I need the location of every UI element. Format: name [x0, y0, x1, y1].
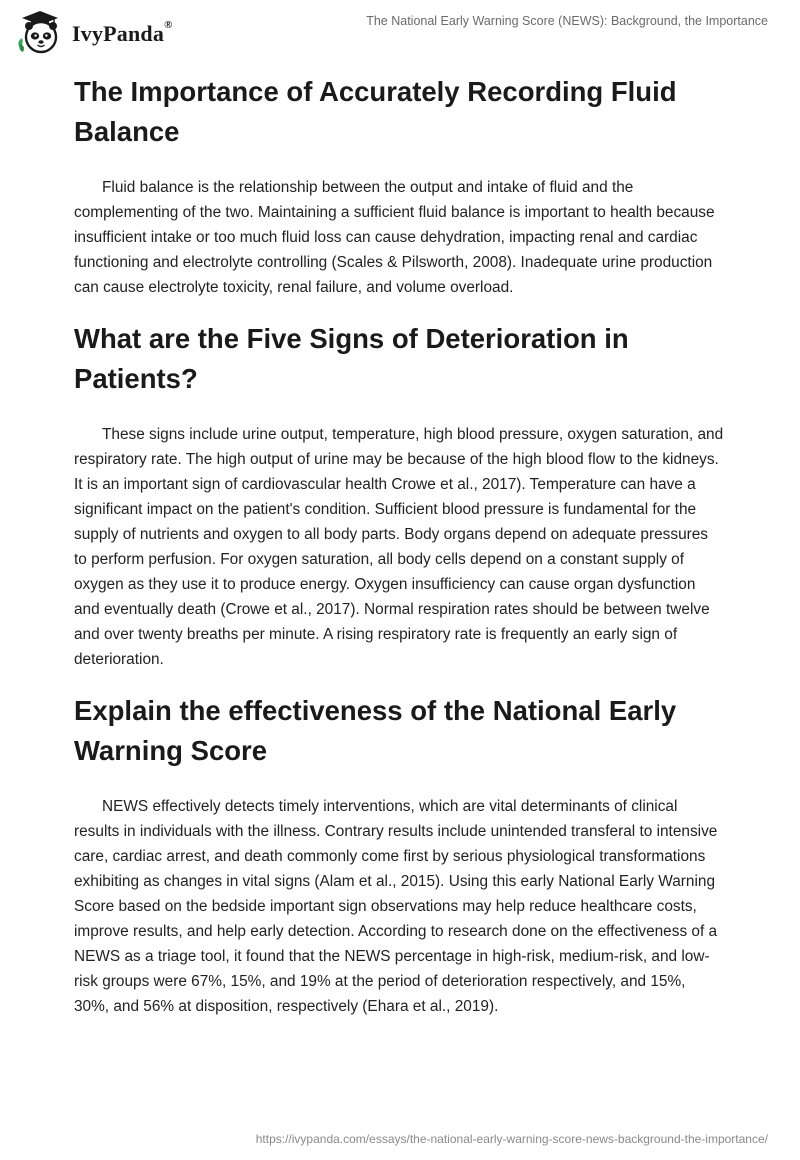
page-header: [0, 0, 800, 62]
ivypanda-logo[interactable]: [14, 8, 173, 56]
section-paragraph-news-effectiveness: NEWS effectively detects timely interventions, which are vital determinants of clinical results in individuals with the illness. Contrary results include unintended transferal to intensive care, cardiac arrest, and death commonly come first by serious physiological transformations exhibiting as changes in vital signs (Alam et al., 2015). Using this early National Early Warning Score based on the bedside important sign observations may help reduce healthcare costs, improve results, and help early detection. According to research done on the effectiveness of a NEWS as a triage tool, it found that the NEWS percentage in high-risk, medium-risk, and low-risk groups were 67%, 15%, and 19% at the period of deterioration respectively, and 15%, 30%, and 56% at disposition, respectively (Ehara et al., 2019).: [74, 798, 718, 1015]
panda-logo-icon: [14, 8, 66, 56]
section-paragraph-signs-of-deterioration: These signs include urine output, temperature, high blood pressure, oxygen saturation, and respiratory rate. The high output of urine may be because of the high blood flow to the kidneys. It is an important sign of cardiovascular health Crowe et al., 2017). Temperature can have a significant impact on the patient's condition. Sufficient blood pressure is fundamental for the supply of nutrients and oxygen to all body parts. Body organs depend on adequate pressures to perform perfusion. For oxygen saturation, all body cells depend on a constant supply of oxygen as they use it to produce energy. Oxygen insufficiency can cause organ dysfunction and eventually death (Crowe et al., 2017). Normal respiration rates should be between twelve and over twenty breaths per minute. A rising respiratory rate is frequently an early sign of deterioration.: [74, 426, 724, 668]
section-heading-signs-of-deterioration: What are the Five Signs of Deterioration in Patients?: [74, 323, 629, 394]
essay-content: [74, 70, 724, 1019]
footer-source-url[interactable]: https://ivypanda.com/essays/the-national-early-warning-score-news-background-the-importance/: [255, 1132, 768, 1146]
document-title: The National Early Warning Score (NEWS): Background, the Importance: [366, 14, 768, 28]
section-paragraph-fluid-balance: Fluid balance is the relationship between the output and intake of fluid and the complementing of the two. Maintaining a sufficient fluid balance is important to health because insufficient intake or too much fluid loss can cause dehydration, impacting renal and cardiac functioning and electrolyte controlling (Scales & Pilsworth, 2008). Inadequate urine production can cause electrolyte toxicity, renal failure, and volume overload.: [74, 179, 715, 296]
section-heading-fluid-balance: The Importance of Accurately Recording Fluid Balance: [74, 76, 677, 147]
section-heading-news-effectiveness: Explain the effectiveness of the National Early Warning Score: [74, 695, 677, 766]
brand-name: IvyPanda®: [72, 19, 173, 46]
registered-mark: ®: [164, 19, 173, 31]
